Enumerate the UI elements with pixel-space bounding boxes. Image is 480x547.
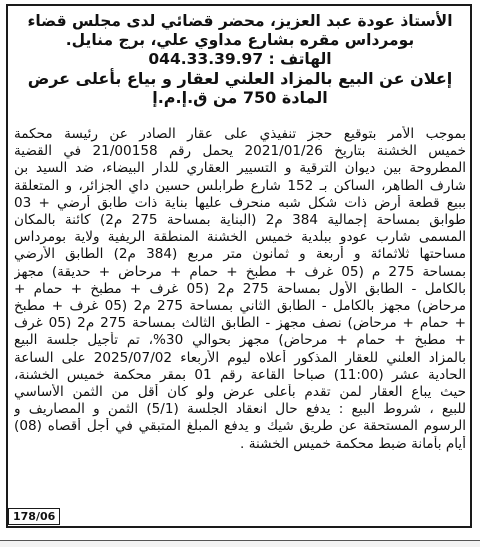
- body-line: حيث يباع العقار لمن تقدم بأعلى عرض ولو كان أقل من الثمن الأساسي: [14, 384, 466, 401]
- body-line: بموجب الأمر بتوقيع حجز تنفيذي على عقار الصادر عن رئيسة محكمة: [14, 126, 466, 142]
- body-line: مرحاض) مجهز بالكامل - الطابق الثاني بمساحة 275 م2 (05 غرف + مطبخ: [14, 298, 466, 315]
- notice-header: [10, 12, 470, 107]
- notice-article: المادة 750 من ق.إ.م.إ: [152, 88, 328, 107]
- phone-number: 044.33.39.97: [148, 50, 264, 68]
- body-line: المسمى شارب عودو ببلدية خميس الخشنة المنطقة الريفية ولاية بومرداس: [14, 229, 466, 246]
- body-line: بمساحة 275 م (05 غرف + مطبخ + حمام + مرحاض + حديقة) مجهز: [14, 263, 466, 280]
- body-line: + حمام + مرحاض) نصف مجهز - الطابق الثالث بمساحة 275 م2 (05 غرف: [14, 315, 466, 332]
- body-line: بالمزاد العلني للعقار المذكور أعلاه ليوم الأربعاء 2025/07/02 على الساعة: [14, 349, 466, 366]
- body-line: للبيع ، شروط البيع : يدفع حال انعقاد الجلسة (5/1) الثمن و المصاريف و: [14, 401, 466, 418]
- body-line: أيام بأمانة ضبط محكمة خميس الخشنة .: [240, 435, 466, 452]
- body-line: + مطبخ + حمام + مرحاض) مجهز بحوالي 30%، تم تأجيل جلسة البيع: [14, 332, 466, 349]
- body-line: شارف الطاهر، الساكن بـ 152 شارع طرابلس حسين داي الجزائر، و المتعلقة: [14, 177, 466, 194]
- bailiff-name-line: الأستاذ عودة عبد العزيز، محضر قضائي لدى مجلس قضاء: [27, 12, 453, 30]
- phone-line: [10, 50, 470, 69]
- body-line: بالكامل - الطابق الأول بمساحة 275 م2 (05 غرف + مطبخ + حمام +: [14, 280, 466, 297]
- bailiff-address-line: بومرداس مقره بشارع مداوي علي، برج منايل.: [65, 31, 415, 49]
- notice-body: [14, 126, 466, 453]
- body-line: خميس الخشنة بتاريخ 2021/01/26 يحمل رقم 21/00158 في القضية: [14, 143, 466, 160]
- body-line: مساحتها ثلاثمائة و أربعة و ثمانون متر مربع (384 م2) الطابق الأرضي: [14, 246, 466, 263]
- reference-number: 178/06: [8, 508, 60, 525]
- notice-title: إعلان عن البيع بالمزاد العلني لعقار و بياع بأعلى عرض: [27, 69, 453, 88]
- body-line: المطروحة بين ديوان الترقية و التسيير العقاري للدار البيضاء، ضد السيد بن: [14, 160, 466, 177]
- body-line: طوابق بمساحة إجمالية 384 م2 (البناية بمساحة 275 م2) كائنة بالمكان: [14, 212, 466, 229]
- body-line: الرسوم المستحقة عن طريق شيك و يدفع المبلغ المتبقي في أجل أقصاه (08): [14, 418, 466, 435]
- phone-label: الهاتف :: [268, 50, 332, 68]
- body-line: ببيع قطعة أرض ذات شكل شبه منحرف عليها بناية ذات طابق أرضي + 03: [14, 194, 466, 211]
- body-line: الحادية عشر (11:00) صباحا القاعة رقم 01 بمقر محكمة خميس الخشنة،: [14, 366, 466, 383]
